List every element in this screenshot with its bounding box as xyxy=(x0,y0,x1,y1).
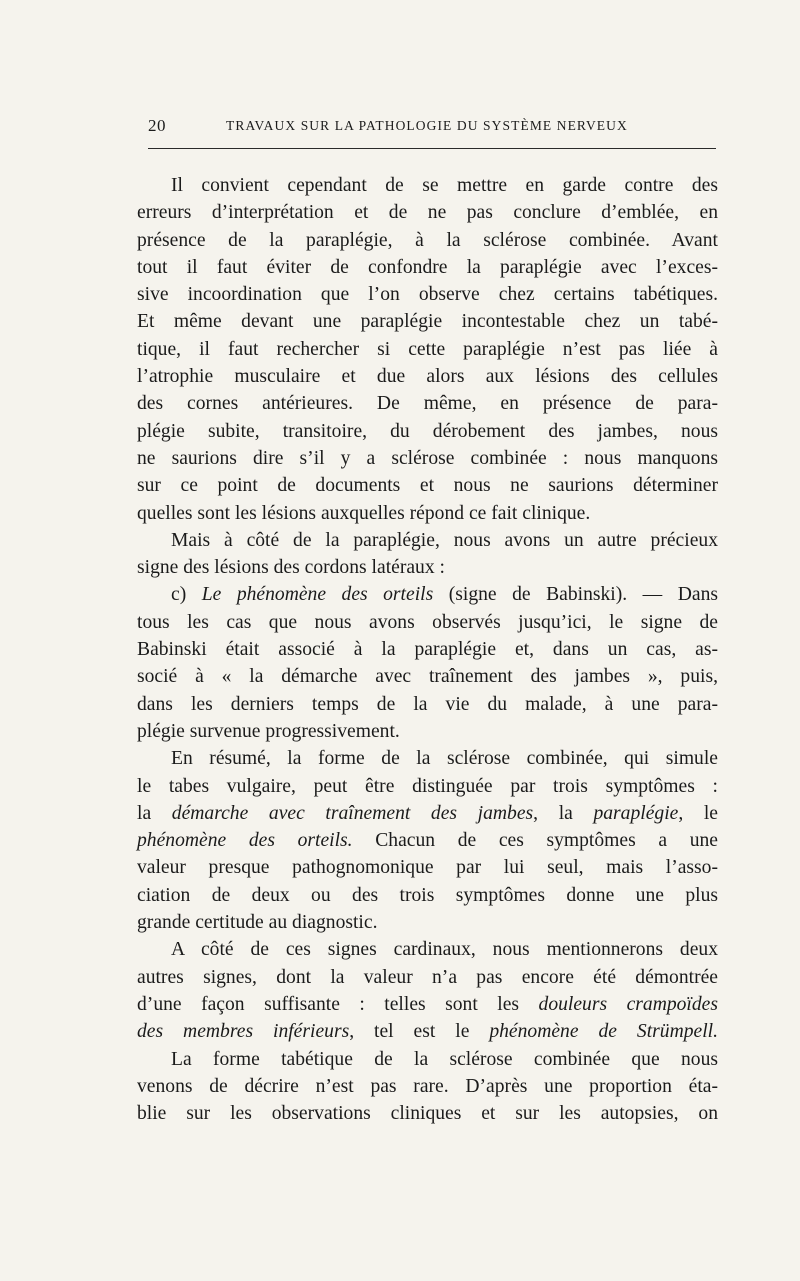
paragraph-babinski xyxy=(137,581,718,745)
text-line: autres signes, dont la valeur n’a pas encore été démontrée xyxy=(137,966,718,988)
text-line: En résumé, la forme de la sclérose combinée, qui simule xyxy=(171,748,718,770)
running-title: TRAVAUX SUR LA PATHOLOGIE DU SYSTÈME NERVEUX xyxy=(226,118,628,133)
text-line: des cornes antérieures. De même, en présence de para- xyxy=(137,393,718,415)
text-line: plégie subite, transitoire, du dérobement des jambes, nous xyxy=(137,420,718,442)
text-line: venons de décrire n’est pas rare. D’après une proportion éta- xyxy=(137,1075,718,1097)
paragraph-1 xyxy=(137,172,718,527)
text-line: Il convient cependant de se mettre en garde contre des xyxy=(171,175,718,196)
paragraph-resume xyxy=(137,745,718,936)
italic-term: des membres inférieurs xyxy=(137,1021,350,1043)
text-line xyxy=(137,991,718,1018)
text-line: valeur presque pathognomonique par lui seul, mais l’asso- xyxy=(137,857,718,879)
text-fragment: , tel est le xyxy=(349,1021,470,1043)
text-fragment: d’une façon suffisante : telles sont les xyxy=(137,993,520,1015)
text-line: ciation de deux ou des trois symptômes donne une plus xyxy=(137,884,718,906)
text-line: Babinski était associé à la paraplégie et, dans un cas, as- xyxy=(137,639,718,661)
text-line xyxy=(137,581,718,608)
text-line xyxy=(137,827,718,854)
text-line: Mais à côté de la paraplégie, nous avons un autre précieux xyxy=(171,529,718,551)
text-line: ne saurions dire s’il y a sclérose combinée : nous manquons xyxy=(137,447,718,469)
header-rule xyxy=(148,148,716,149)
text-line: grande certitude au diagnostic. xyxy=(137,912,378,934)
text-line: tique, il faut rechercher si cette paraplégie n’est pas liée à xyxy=(137,338,718,360)
text-line: sive incoordination que l’on observe chez certains tabétiques. xyxy=(137,284,718,306)
text-line: tous les cas que nous avons observés jusqu’ici, le signe de xyxy=(137,611,718,633)
text-line: tout il faut éviter de confondre la paraplégie avec l’exces- xyxy=(137,256,718,278)
text-line: blie sur les observations cliniques et sur les autopsies, on xyxy=(137,1103,718,1125)
text-fragment: Chacun de ces symptômes a une xyxy=(375,830,718,852)
text-line xyxy=(137,1018,718,1045)
italic-term: phénomène de Strümpell. xyxy=(489,1021,719,1043)
italic-term: phénomène des orteils. xyxy=(137,830,353,852)
page-number: 20 xyxy=(148,116,166,135)
text-line: A côté de ces signes cardinaux, nous mentionnerons deux xyxy=(171,939,718,961)
text-line: l’atrophie musculaire et due alors aux lésions des cellules xyxy=(137,366,718,388)
text-line: La forme tabétique de la sclérose combinée que nous xyxy=(171,1048,718,1070)
text-line: erreurs d’interprétation et de ne pas conclure d’emblée, en xyxy=(137,202,718,224)
text-line: Et même devant une paraplégie incontestable chez un tabé- xyxy=(137,311,718,333)
paragraph-final xyxy=(137,1046,718,1128)
text-line: dans les derniers temps de la vie du malade, à une para- xyxy=(137,693,718,715)
text-fragment: , le xyxy=(678,802,718,824)
text-line xyxy=(137,800,718,827)
text-line: socié à « la démarche avec traînement des jambes », puis, xyxy=(137,666,718,688)
section-label: c) xyxy=(171,584,187,606)
italic-term: paraplégie xyxy=(593,802,679,824)
text-line: le tabes vulgaire, peut être distinguée par trois symptômes : xyxy=(137,775,718,797)
text-line: sur ce point de documents et nous ne saurions déterminer xyxy=(137,475,718,497)
text-line: plégie survenue progressivement. xyxy=(137,720,400,742)
page-header xyxy=(148,116,718,138)
body-text xyxy=(137,172,718,1127)
italic-term: douleurs crampoïdes xyxy=(538,993,718,1015)
section-title: Le phénomène des orteils xyxy=(201,584,434,606)
text-line: signe des lésions des cordons latéraux : xyxy=(137,557,445,579)
text-fragment: , la xyxy=(533,802,573,824)
paragraph-cardinaux xyxy=(137,936,718,1045)
italic-term: démarche avec traînement des jambes xyxy=(171,802,534,824)
text-fragment: (signe de Babinski). — Dans xyxy=(448,584,718,606)
paragraph-2 xyxy=(137,527,718,582)
text-line: présence de la paraplégie, à la sclérose combinée. Avant xyxy=(137,229,718,251)
text-line: quelles sont les lésions auxquelles répond ce fait clinique. xyxy=(137,502,591,524)
text-fragment: la xyxy=(137,802,152,824)
